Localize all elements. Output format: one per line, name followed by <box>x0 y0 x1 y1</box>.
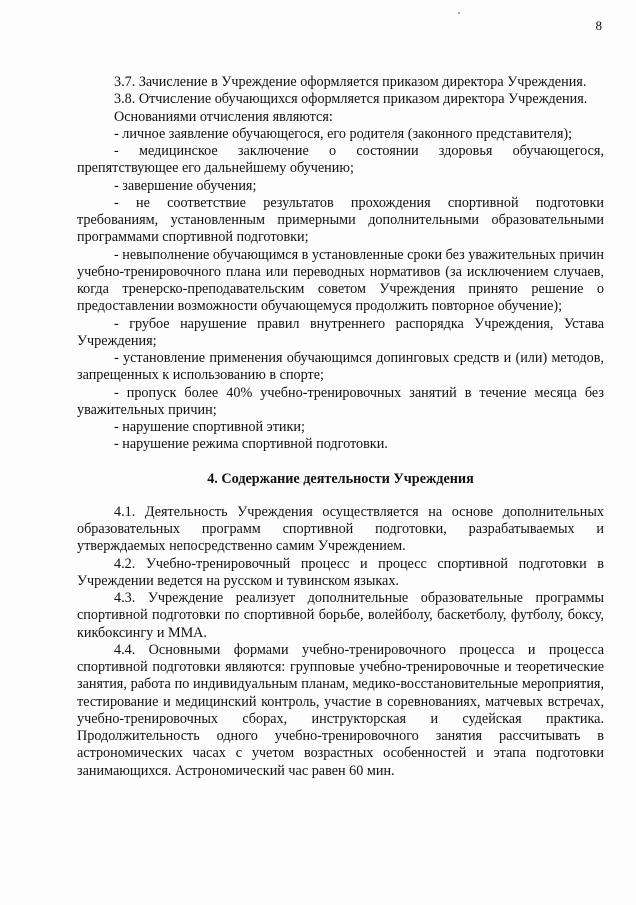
section-4-heading: 4. Содержание деятельности Учреждения <box>207 470 474 487</box>
scan-speck <box>458 12 460 14</box>
clause-4-2: 4.2. Учебно-тренировочный процесс и процесс спортивной подготовки в Учреждении ведется на русском и тувинском языках. <box>77 555 604 589</box>
expulsion-ground-item: - завершение обучения; <box>114 177 257 194</box>
expulsion-ground-item: - установление применения обучающимся допинговых средств и (или) методов, запрещенных к использованию в спорте; <box>77 350 604 384</box>
expulsion-ground-item: - грубое нарушение правил внутреннего распорядка Учреждения, Устава Учреждения; <box>77 315 604 349</box>
expulsion-grounds-intro: Основаниями отчисления являются: <box>114 108 333 125</box>
expulsion-ground-item: - не соответствие результатов прохождения спортивной подготовки требованиям, установленным примерными дополнительными образовательными программами спортивной подготовки; <box>77 194 604 246</box>
expulsion-ground-item: - личное заявление обучающегося, его родителя (законного представителя); <box>114 125 573 142</box>
clause-3-7: 3.7. Зачисление в Учреждение оформляется приказом директора Учреждения. <box>114 74 587 90</box>
clause-4-4: 4.4. Основными формами учебно-тренировочного процесса и процесса спортивной подготовки являются: групповые учебно-тренировочные и теоретические занятия, работа по индивидуальным планам, медико-восстановительные мероприятия, тестирование и медицинский контроль, участие в соревнованиях, матчевых встречах, учебно-тренировочных сборах, инструкторская и судейская практика. Продолжительность одного учебно-тренировочного занятия рассчитывать в астрономических часах с учетом возрастных особенностей и этапа подготовки занимающихся. Астрономический час равен 60 мин. <box>77 641 604 779</box>
clause-4-1: 4.1. Деятельность Учреждения осуществляется на основе дополнительных образовательных программ спортивной подготовки, разрабатываемых и утверждаемых непосредственно самим Учреждением. <box>77 503 604 555</box>
expulsion-ground-item: - невыполнение обучающимся в установленные сроки без уважительных причин учебно-тренировочного плана или переводных нормативов (за исключением случаев, когда тренерско-преподавательским советом Учреждения принято решение о предоставлении возможности обучающемуся продолжить повторное обучение); <box>77 246 604 315</box>
page-number: 8 <box>595 18 602 33</box>
expulsion-ground-item: - пропуск более 40% учебно-тренировочных занятий в течение месяца без уважительных причин; <box>77 384 604 418</box>
expulsion-ground-item: - нарушение режима спортивной подготовки. <box>114 436 388 453</box>
clause-4-3: 4.3. Учреждение реализует дополнительные образовательные программы спортивной подготовки по спортивной борьбе, волейболу, баскетболу, футболу, боксу, кикбоксингу и ММА. <box>77 590 604 641</box>
expulsion-ground-item: - нарушение спортивной этики; <box>114 419 305 435</box>
expulsion-ground-item: - медицинское заключение о состоянии здоровья обучающегося, препятствующее его дальнейшему обучению; <box>77 143 604 177</box>
document-body <box>77 74 604 780</box>
clause-3-8: 3.8. Отчисление обучающихся оформляется приказом директора Учреждения. <box>114 91 588 108</box>
